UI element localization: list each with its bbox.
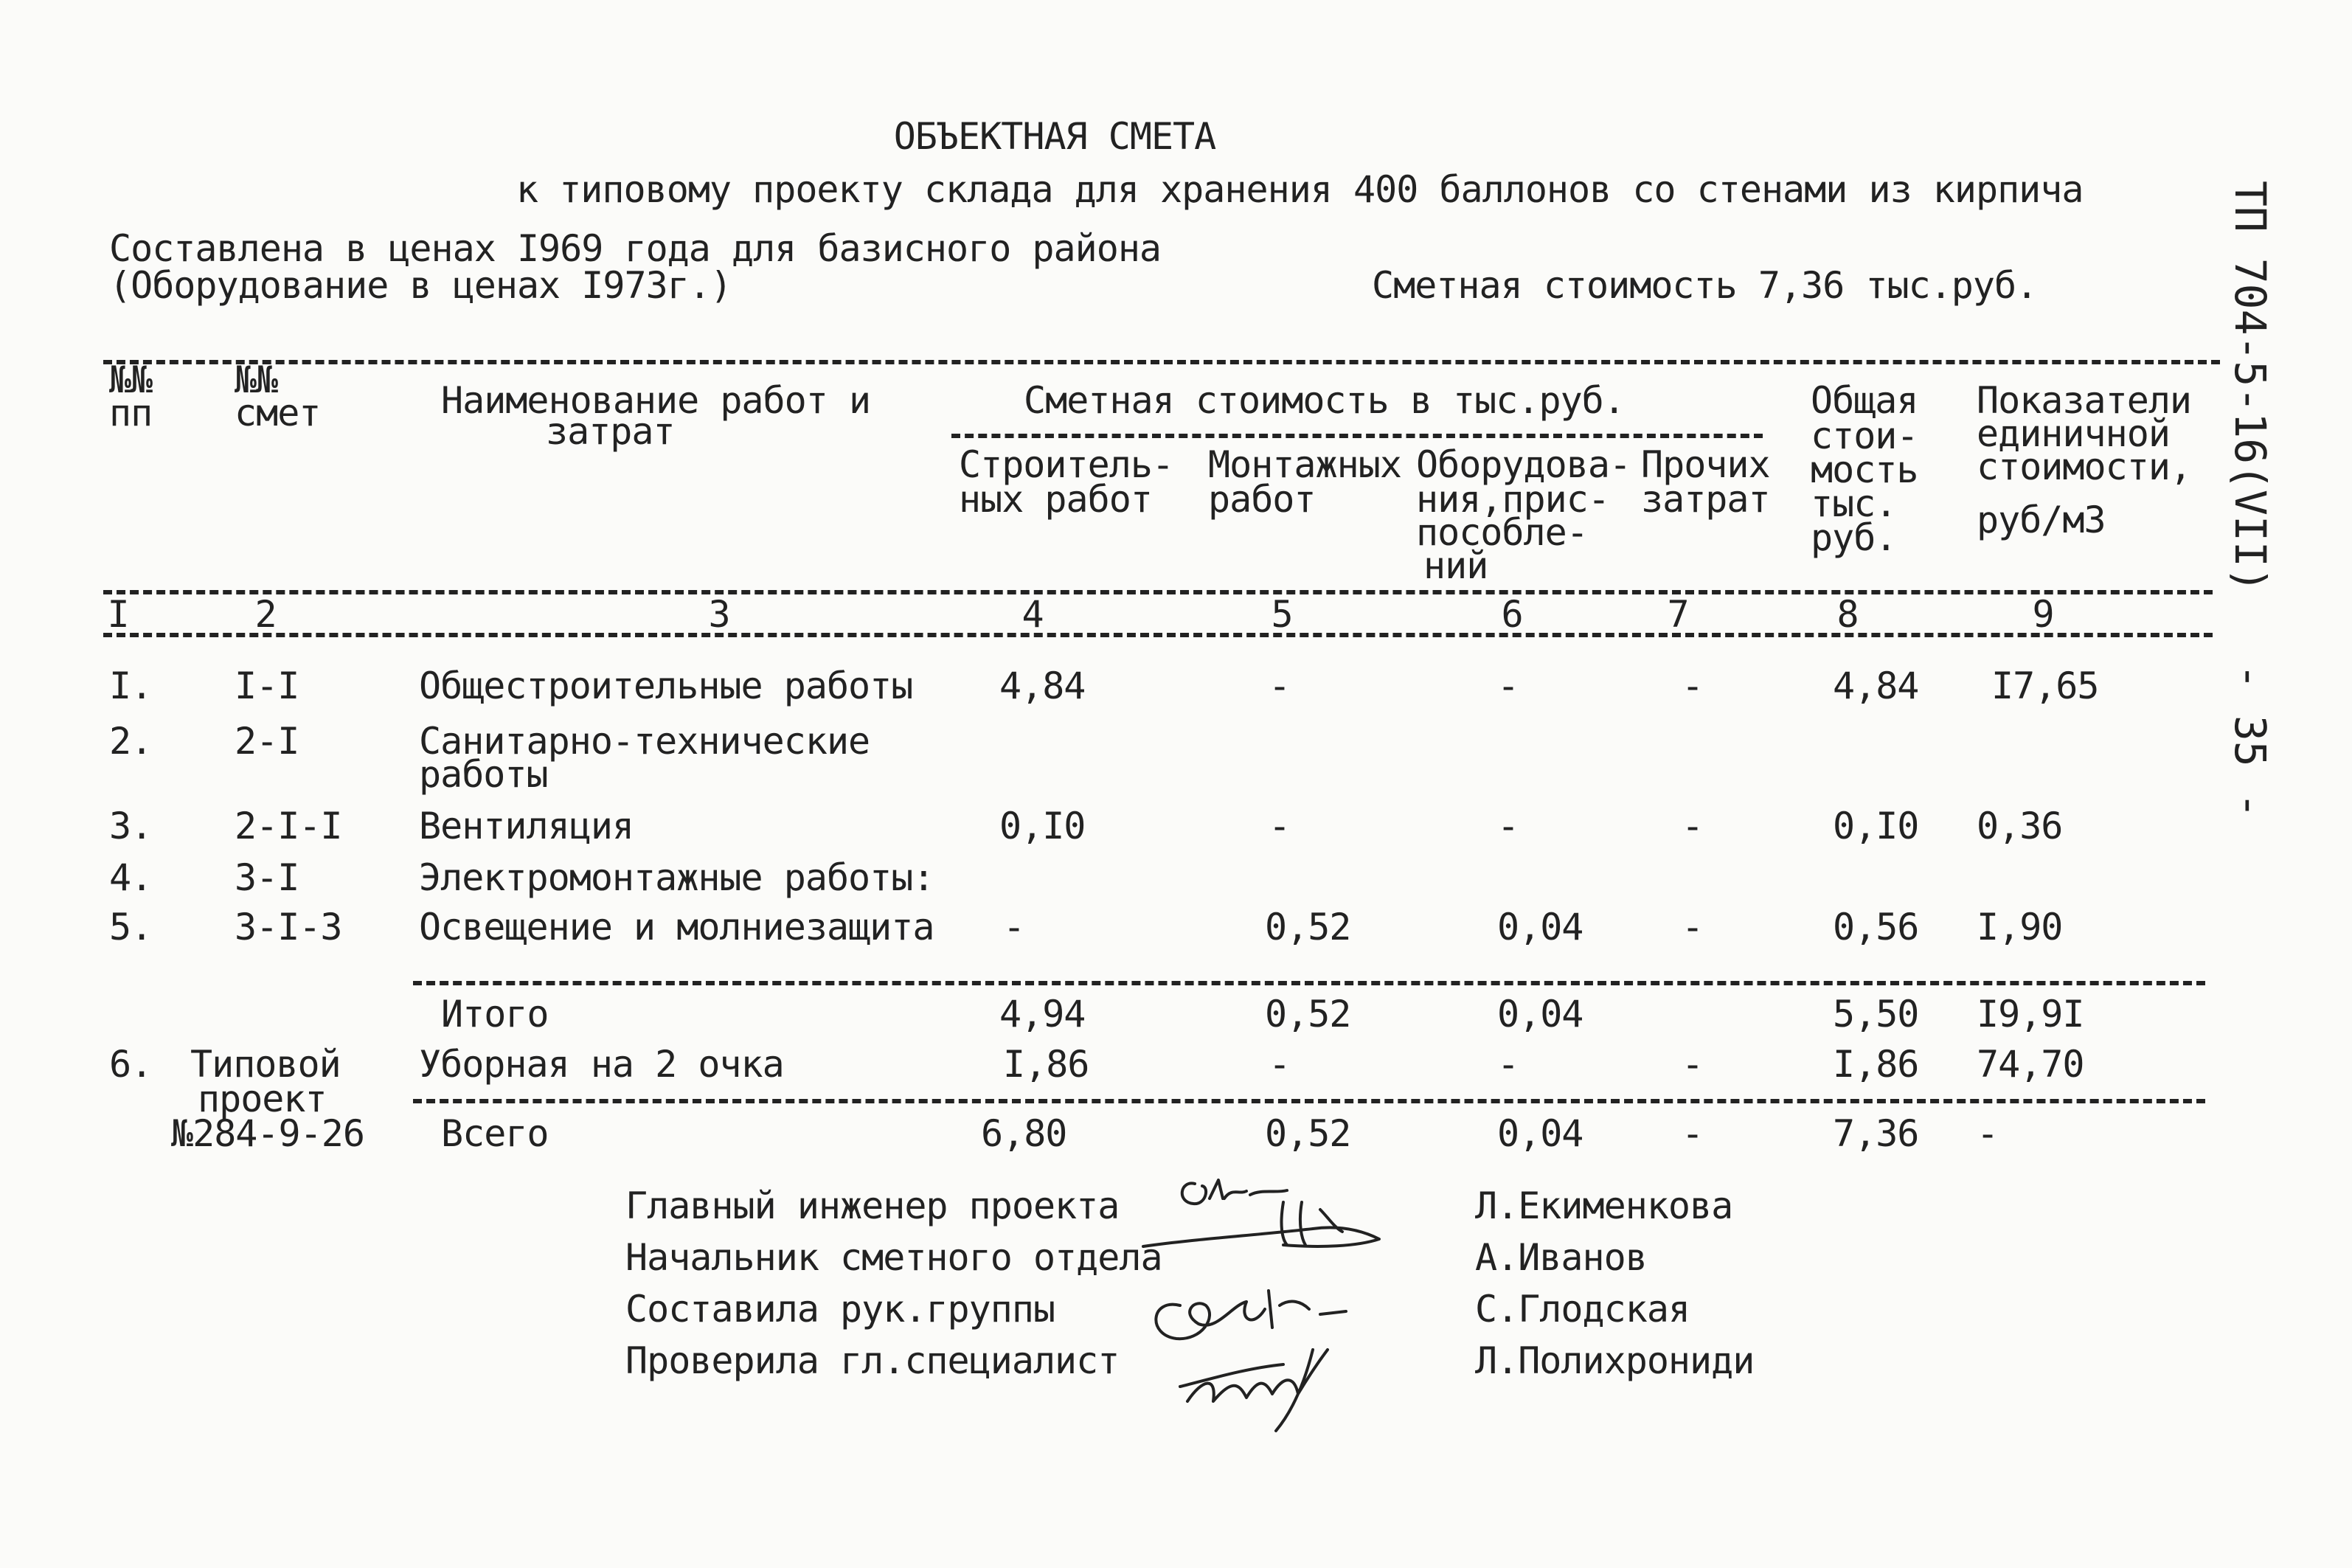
handwritten-signatures [1136,1158,1460,1453]
header-bottom-rule [103,590,2213,594]
document-subtitle: к типовому проекту склада для хранения 400 баллонов со стенами из кирпича [516,168,2084,211]
column-numbers-rule [103,633,2213,637]
signature-name: Л.Полихрониди [1475,1339,1755,1382]
cost-group-rule [951,434,1763,438]
prices-note-line1: Составлена в ценах I969 года для базисного района [109,227,1162,270]
signature-role: Начальник сметного отдела [625,1236,1162,1279]
estimated-cost: Сметная стоимость 7,36 тыс.руб. [1372,264,2038,307]
total-rule [413,1099,2205,1103]
signature-role: Составила рук.группы [625,1288,1055,1331]
prices-note-line2: (Оборудование в ценах I973г.) [109,264,732,307]
subtotal-rule [413,981,2205,985]
side-code: ТП 704-5-16(VII) [2225,181,2275,593]
signature-role: Проверила гл.специалист [625,1339,1120,1382]
signature-name: Л.Екименкова [1475,1184,1733,1227]
document-title: ОБЪЕКТНАЯ СМЕТА [893,115,1216,158]
column-header-cost-group: Сметная стоимость в тыс.руб. [1024,379,1625,422]
signature-name: С.Глодская [1475,1288,1690,1331]
signature-name: А.Иванов [1475,1236,1647,1279]
signature-role: Главный инженер проекта [625,1184,1120,1227]
table-top-rule [103,360,2220,364]
page-number: - 35 - [2225,664,2275,819]
